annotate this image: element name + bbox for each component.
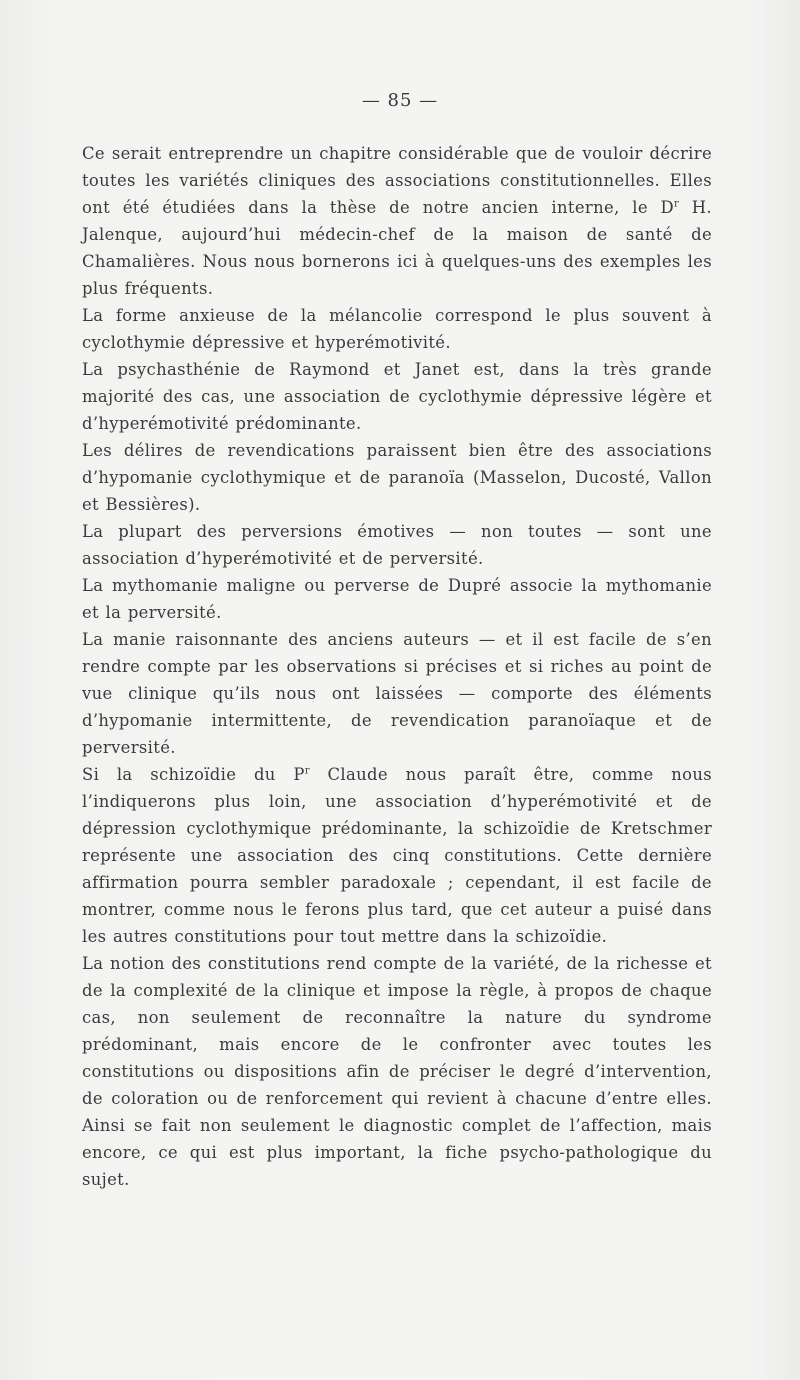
paragraph-6: La mythomanie maligne ou perverse de Dupré associe la mythomanie et la perversité. bbox=[82, 576, 712, 622]
paragraph-1-text-b: H. Jalenque, aujourd’hui médecin-chef de la maison de santé de Chamalières. Nous nous bornerons ici à quelques-uns des exemples les plus fréquents. bbox=[82, 198, 712, 298]
paragraph-7: La manie raisonnante des anciens auteurs — et il est facile de s’en rendre compte par les observations si précises et si riches au point de vue clinique qu’ils nous ont laissées — comporte des éléments d’hypomanie intermittente, de revendication paranoïaque et de perversité. bbox=[82, 630, 712, 757]
paragraph-1 bbox=[82, 140, 712, 302]
paragraph-2: La forme anxieuse de la mélancolie correspond le plus souvent à cyclothymie dépressive et hyperémotivité. bbox=[82, 306, 712, 352]
body-text bbox=[82, 140, 712, 1193]
paragraph-8-text-b: Claude nous paraît être, comme nous l’indiquerons plus loin, une association d’hyperémotivité et de dépression cyclothymique prédominante, la schizoïdie de Kretschmer représente une association des cinq constitutions. Cette dernière affirmation pourra sembler paradoxale ; cependant, il est facile de montrer, comme nous le ferons plus tard, que cet auteur a puisé dans les autres constitutions pour tout mettre dans la schizoïdie. bbox=[82, 765, 712, 946]
paragraph-4: Les délires de revendications paraissent bien être des associations d’hypomanie cyclothymique et de paranoïa (Masselon, Ducosté, Vallon et Bessières). bbox=[82, 441, 712, 514]
paragraph-3: La psychasthénie de Raymond et Janet est, dans la très grande majorité des cas, une association de cyclothymie dépressive légère et d’hyperémotivité prédominante. bbox=[82, 360, 712, 433]
paragraph-8 bbox=[82, 761, 712, 950]
page-number: — 85 — bbox=[361, 90, 439, 111]
paragraph-1-text-a: Ce serait entreprendre un chapitre considérable que de vouloir décrire toutes les variétés cliniques des associations constitutionnelles. Elles ont été étudiées dans la thèse de notre ancien interne, le D bbox=[82, 144, 712, 217]
paragraph-5: La plupart des perversions émotives — non toutes — sont une association d’hyperémotivité et de perversité. bbox=[82, 522, 712, 568]
paragraph-9: La notion des constitutions rend compte de la variété, de la richesse et de la complexité de la clinique et impose la règle, à propos de chaque cas, non seulement de reconnaître la nature du syndrome prédominant, mais encore de le confronter avec toutes les constitutions ou dispositions afin de préciser le degré d’intervention, de coloration ou de renforcement qui revient à chacune d’entre elles. Ainsi se fait non seulement le diagnostic complet de l’affection, mais encore, ce qui est plus important, la fiche psycho-pathologique du sujet. bbox=[82, 954, 712, 1189]
paragraph-8-superscript: r bbox=[304, 765, 310, 777]
paragraph-8-text-a: Si la schizoïdie du P bbox=[82, 765, 305, 784]
paragraph-1-superscript: r bbox=[674, 198, 680, 210]
